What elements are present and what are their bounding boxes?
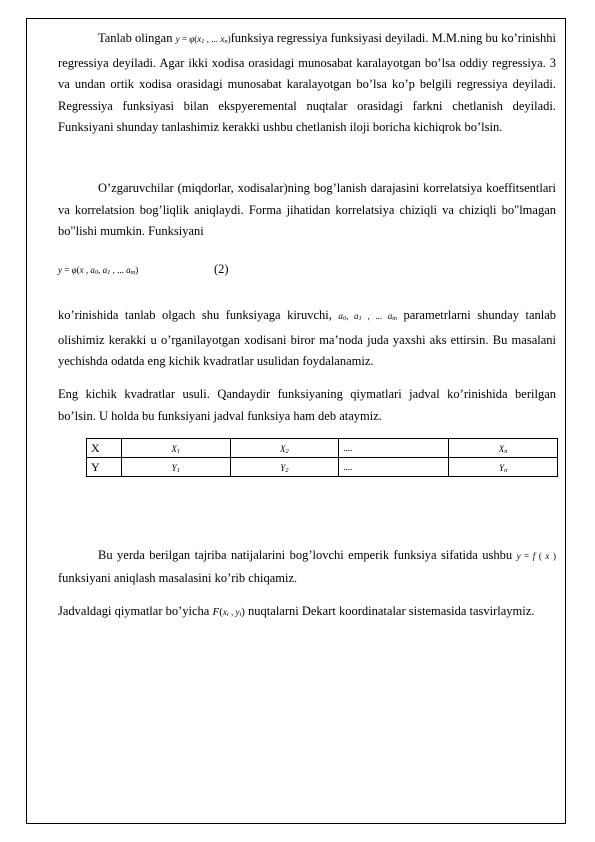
formula-y-f-x: y = f ( x ) xyxy=(516,551,556,561)
table-row xyxy=(87,439,558,458)
paragraph-cartesian xyxy=(58,601,556,626)
table-row-label: Y xyxy=(87,458,122,477)
text-run: O’zgaruvchilar (miqdorlar, xodisalar)ning bog’lanish darajasini korrelatsiya koeffitsentlari va korrelatsion bog’liqlik aniqlaydi. Forma jihatidan korrelatsiya chiziqli va chiziqli bo"lmagan bo"lishi mumkin. Funksiyani xyxy=(58,181,556,239)
table-row xyxy=(87,458,558,477)
paragraph-least-squares xyxy=(58,384,556,427)
text-run: Tanlab olingan xyxy=(98,31,176,45)
formula-y-phi-x: y = φ(x1 , ... xn) xyxy=(175,34,231,45)
text-run: nuqtalarni Dekart koordinatalar sistemasida tasvirlaymiz. xyxy=(244,604,535,618)
table-cell: X2 xyxy=(230,439,339,458)
formula-2: y = φ(x , a0, a1 , ... am) xyxy=(58,265,139,276)
table-cell: .... xyxy=(339,439,449,458)
text-run: ko’rinishida tanlab olgach shu funksiyaga kiruvchi, xyxy=(58,308,339,322)
formula-parameters: a0, a1 , ... am xyxy=(338,311,397,322)
text-run: Bu yerda berilgan tajriba natijalarini bog’lovchi emperik funksiya sifatida ushbu xyxy=(98,548,517,562)
text-run: Eng kichik kvadratlar usuli. Qandaydir funksiyaning qiymatlari jadval ko’rinishida berilgan bo’lsin. U holda bu funksiyani jadval funksiya ham deb ataymiz. xyxy=(58,387,556,423)
text-run: funksiyani aniqlash masalasini ko’rib chiqamiz. xyxy=(58,570,298,585)
table-cell: .... xyxy=(339,458,449,477)
table-cell: Y1 xyxy=(122,458,231,477)
table-cell: Xn xyxy=(449,439,558,458)
paragraph-correlation xyxy=(58,178,556,243)
paragraph-parameters xyxy=(58,305,556,373)
values-table xyxy=(86,438,558,477)
text-run: funksiya regressiya funksiyasi deyiladi. M.M.ning bu ko’rinishhi regressiya deyiladi. Agar ikki xodisa orasidagi munosabat karalayotgan bo’lsa oddiy regressiya. 3 va undan ortik xodisa orasidagi munosabat karalayotgan bo’lsa ko’p belgili regressiya deyiladi. Regressiya funksiyasi bilan ekspyeremental nuqtalar orasidagi farkni chetlanish deyiladi. Funksiyani shunday tanlashimiz kerakki ushbu chetlanish iloji boricha kichiqrok bo’lsin. xyxy=(58,31,557,135)
table-cell: Y2 xyxy=(230,458,339,477)
formula-F-xi-yi: F(xi , yi) xyxy=(212,606,245,618)
paragraph-regression-definition xyxy=(58,28,556,139)
table-row-label: X xyxy=(87,439,122,458)
table-cell: Yn xyxy=(449,458,558,477)
paragraph-empirical-function xyxy=(58,545,556,589)
text-run: parametrlarni shunday tanlab olishimiz kerakki u o’rganilayotgan xodisani biror ma’noda juda yaxshi aks ettirsin. Bu masalani yechishda odatda eng kichik kvadratlar usulidan foydalanamiz. xyxy=(58,308,557,369)
text-run: Jadvaldagi qiymatlar bo’yicha xyxy=(58,604,213,618)
table-cell: X1 xyxy=(122,439,231,458)
equation-number: (2) xyxy=(214,262,229,276)
